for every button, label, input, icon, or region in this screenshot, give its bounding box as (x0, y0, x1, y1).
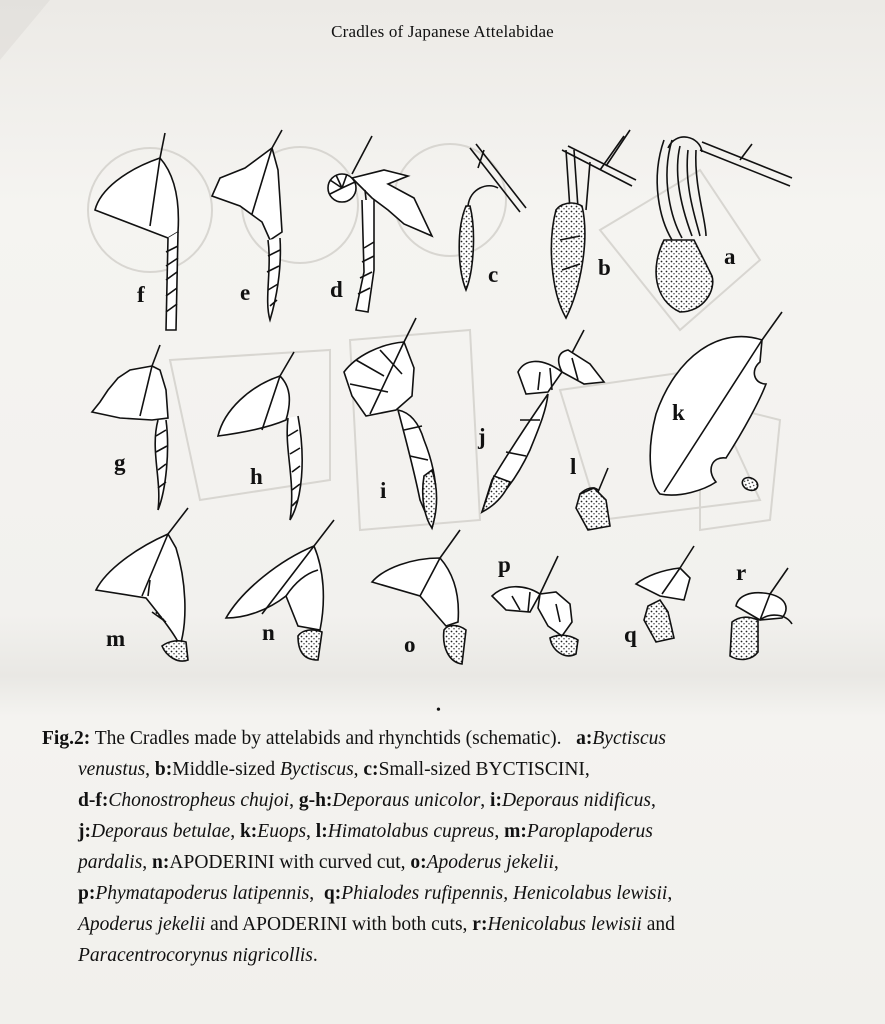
caption-name-i: Deporaus nidificus (501, 790, 651, 811)
caption-name-gh: Deporaus unicolor (332, 790, 481, 811)
cradle-d (328, 136, 432, 312)
caption-key-p: p: (78, 883, 96, 904)
caption-text-c: Small-sized BYCTISCINI, (378, 759, 590, 780)
label-m: m (106, 626, 126, 651)
cradle-j (482, 330, 604, 512)
caption-text-n: APODERINI with curved cut, (169, 852, 406, 873)
caption-key-a: a: (576, 728, 593, 749)
caption-key-b: b: (154, 759, 173, 780)
label-b: b (598, 255, 611, 280)
caption-name-q-2: Apoderus jekelii (78, 914, 206, 935)
label-a: a (724, 244, 736, 269)
caption-name-j: Deporaus betulae (91, 821, 231, 842)
caption-line-7 (42, 909, 842, 940)
cradle-n (226, 520, 334, 660)
caption-key-i: i: (490, 790, 502, 811)
caption-name-p: Phymatapoderus latipennis (95, 883, 310, 904)
label-i: i (380, 478, 387, 503)
caption-line-1 (42, 723, 842, 754)
cradle-b (551, 130, 636, 318)
caption-line-5: pardalis, n:APODERINI with curved cut, o:Apoderus jekelii, (78, 852, 559, 873)
caption-key-df: d-f: (78, 790, 109, 811)
caption-name-q: Phialodes rufipennis, Henicolabus lewisii (341, 883, 668, 904)
caption-key-j: j: (78, 821, 91, 842)
caption-key-c: c: (363, 759, 379, 780)
caption-name-m: Paroplapoderus (526, 821, 653, 842)
caption-fig-label: Fig.2: (42, 728, 91, 749)
caption-r-and: and (646, 914, 675, 935)
label-c: c (488, 262, 499, 287)
label-f: f (137, 282, 145, 307)
label-l: l (570, 454, 577, 479)
label-d: d (330, 277, 343, 302)
caption-key-k: k: (239, 821, 258, 842)
caption-name-o: Apoderus jekelii (426, 852, 554, 873)
cradle-q (636, 546, 694, 642)
label-g: g (114, 450, 126, 475)
caption-line-4: j:Deporaus betulae, k:Euops, l:Himatolabus cupreus, m:Paroplapoderus (78, 821, 653, 842)
caption-key-n: n: (152, 852, 170, 873)
label-r: r (736, 560, 747, 585)
label-o: o (404, 632, 416, 657)
caption-b-pre: Middle-sized (172, 759, 276, 780)
label-p: p (498, 552, 511, 577)
caption-name-r-2: Paracentrocorynus nigricollis (78, 945, 313, 966)
caption-key-r: r: (472, 914, 488, 935)
caption-key-q: q: (323, 883, 342, 904)
running-head: Cradles of Japanese Attelabidae (331, 22, 554, 41)
caption-name-a: Byctiscus (592, 728, 667, 749)
label-q: q (624, 622, 637, 647)
caption-name-b: Byctiscus (280, 759, 354, 780)
caption-line-3: d-f:Chonostropheus chujoi, g-h:Deporaus unicolor, i:Deporaus nidificus, (78, 790, 656, 811)
label-h: h (250, 464, 263, 489)
cradle-k (650, 312, 782, 495)
label-n: n (262, 620, 275, 645)
caption-intro: The Cradles made by attelabids and rhynchtids (schematic). (94, 728, 562, 749)
figure-caption (42, 723, 842, 971)
caption-line-6: p:Phymatapoderus latipennis, q:Phialodes rufipennis, Henicolabus lewisii, (78, 883, 673, 904)
caption-key-o: o: (410, 852, 427, 873)
cradle-a (656, 137, 792, 312)
label-j: j (478, 424, 486, 449)
caption-name-a-2: venustus (78, 759, 146, 780)
page-mark: • (436, 703, 441, 718)
caption-text-q-2: and APODERINI with both cuts, (210, 914, 468, 935)
cradle-l (576, 468, 610, 530)
caption-name-l: Himatolabus cupreus (327, 821, 495, 842)
cradle-o (372, 530, 466, 664)
caption-key-m: m: (504, 821, 527, 842)
caption-name-r: Henicolabus lewisii (487, 914, 642, 935)
cradle-g (92, 345, 168, 510)
label-k: k (672, 400, 685, 425)
caption-key-gh: g-h: (298, 790, 333, 811)
caption-key-l: l: (315, 821, 328, 842)
caption-line-2: venustus, b:Middle-sized Byctiscus, c:Small-sized BYCTISCINI, (78, 759, 590, 780)
caption-name-m-2: pardalis (78, 852, 143, 873)
caption-name-k: Euops (257, 821, 307, 842)
caption-line-8: Paracentrocorynus nigricollis. (78, 945, 318, 966)
label-e: e (240, 280, 251, 305)
caption-name-df: Chonostropheus chujoi (108, 790, 290, 811)
